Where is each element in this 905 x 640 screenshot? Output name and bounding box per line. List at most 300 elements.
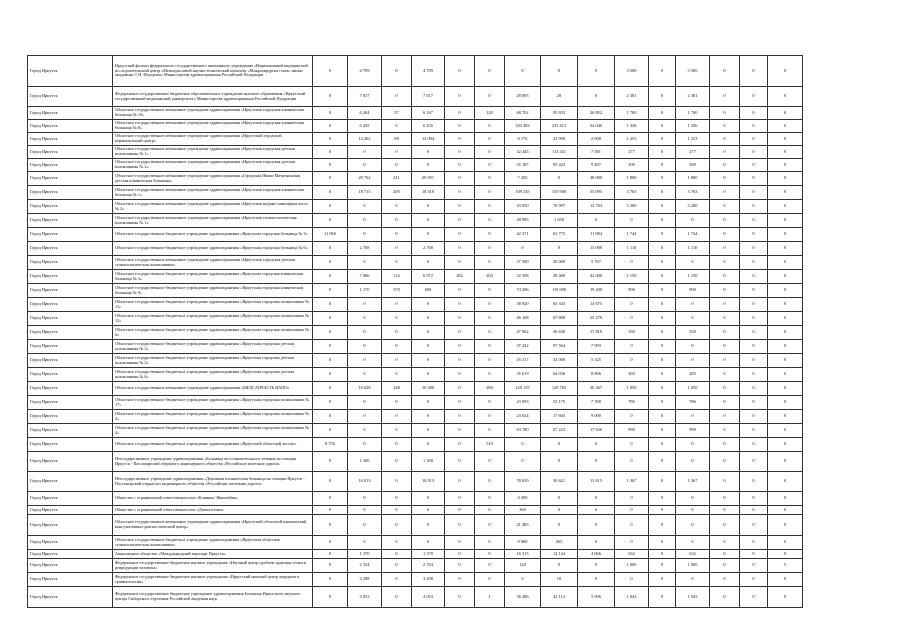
value-cell: 0 xyxy=(445,159,475,172)
value-cell: 0 xyxy=(475,242,505,256)
value-cell: 0 xyxy=(313,536,348,550)
value-cell: 0 xyxy=(445,382,475,396)
value-cell: 0 xyxy=(578,452,615,472)
value-cell: 10 xyxy=(541,573,578,587)
value-cell: 1 xyxy=(475,587,505,608)
value-cell: 0 xyxy=(412,492,445,506)
value-cell: 0 xyxy=(313,120,348,133)
value-cell: 265 xyxy=(676,368,710,382)
value-cell: 0 xyxy=(412,228,445,242)
value-cell: 0 xyxy=(475,326,505,340)
table-row xyxy=(28,270,803,284)
organization-cell: Областное государственное автономное учреждение здравоохранения «Иркутский городской перинатальный центр» xyxy=(113,133,313,146)
value-cell: 0 xyxy=(768,410,803,424)
value-cell: 0 xyxy=(649,56,676,87)
value-cell: 0 xyxy=(740,382,768,396)
value-cell: 67 800 xyxy=(541,312,578,326)
value-cell: 0 xyxy=(412,536,445,550)
value-cell: 54 040 xyxy=(578,120,615,133)
value-cell: 1 300 xyxy=(348,452,382,472)
value-cell: 37 500 xyxy=(505,256,541,270)
value-cell: 0 xyxy=(445,506,475,515)
value-cell: 0 xyxy=(475,172,505,186)
value-cell: 360 xyxy=(505,506,541,515)
value-cell: 0 xyxy=(313,186,348,200)
organization-cell: Федеральное государственное бюджетное научное учреждение «Научный центр проблем здоровья семьи и репродукции человека» xyxy=(113,559,313,573)
value-cell: 0 xyxy=(615,506,649,515)
value-cell: 0 xyxy=(740,492,768,506)
value-cell: 0 xyxy=(445,559,475,573)
value-cell: 0 xyxy=(649,410,676,424)
value-cell: 0 xyxy=(348,200,382,214)
value-cell: 10 013 xyxy=(412,472,445,492)
value-cell: 0 xyxy=(505,438,541,452)
value-cell: 0 xyxy=(313,298,348,312)
value-cell: 0 xyxy=(649,172,676,186)
value-cell: 0 xyxy=(348,368,382,382)
table-row xyxy=(28,256,803,270)
value-cell: 0 xyxy=(710,270,740,284)
value-cell: 2 768 xyxy=(412,242,445,256)
value-cell: 350 xyxy=(615,326,649,340)
value-cell: 0 xyxy=(649,472,676,492)
organization-cell: Федеральное государственное бюджетное учреждение здравоохранения Больница Иркутского научного центра Сибирского отделения Российской академии наук xyxy=(113,587,313,608)
value-cell: 0 xyxy=(740,368,768,382)
value-cell: 0 xyxy=(445,368,475,382)
value-cell: 0 xyxy=(445,326,475,340)
table-row xyxy=(28,312,803,326)
value-cell: 36 386 xyxy=(505,587,541,608)
value-cell: 0 xyxy=(475,312,505,326)
value-cell: 0 xyxy=(313,326,348,340)
municipality-cell: Город Иркутск xyxy=(28,587,113,608)
value-cell: 5 xyxy=(768,559,803,573)
value-cell: 113 431 xyxy=(541,146,578,159)
value-cell: 0 xyxy=(768,120,803,133)
value-cell: 0 xyxy=(475,573,505,587)
value-cell: 0 xyxy=(445,146,475,159)
value-cell: 0 xyxy=(313,214,348,228)
value-cell: 6 972 xyxy=(412,270,445,284)
table-row xyxy=(28,146,803,159)
value-cell: 42 113 xyxy=(541,587,578,608)
value-cell: 0 xyxy=(382,242,412,256)
value-cell: 0 xyxy=(313,87,348,107)
value-cell: 0 xyxy=(676,298,710,312)
value-cell: 0 xyxy=(710,326,740,340)
value-cell: 0 xyxy=(768,56,803,87)
value-cell: 500 xyxy=(615,159,649,172)
value-cell: 29 762 xyxy=(348,172,382,186)
value-cell: 0 xyxy=(475,228,505,242)
value-cell: 0 xyxy=(475,410,505,424)
data-table xyxy=(27,55,803,608)
value-cell: 0 xyxy=(676,340,710,354)
value-cell: 0 xyxy=(615,354,649,368)
value-cell: 1 800 xyxy=(615,172,649,186)
value-cell: 0 xyxy=(313,270,348,284)
value-cell: 0 xyxy=(710,536,740,550)
value-cell: 2 768 xyxy=(348,242,382,256)
value-cell: 0 xyxy=(541,559,578,573)
value-cell: 0 xyxy=(649,270,676,284)
value-cell: 0 xyxy=(710,559,740,573)
value-cell: 0 xyxy=(710,146,740,159)
value-cell: 3 500 xyxy=(615,56,649,87)
table-row xyxy=(28,368,803,382)
organization-cell: Федеральное государственное бюджетное научное учреждение «Иркутский научный центр хирургии и травматологии» xyxy=(113,573,313,587)
value-cell: 0 xyxy=(768,573,803,587)
value-cell: 265 xyxy=(615,368,649,382)
value-cell: 0 xyxy=(412,410,445,424)
value-cell: 0 xyxy=(615,438,649,452)
value-cell: 0 xyxy=(740,536,768,550)
value-cell: 3 763 xyxy=(615,186,649,200)
value-cell: 0 xyxy=(445,472,475,492)
value-cell: 0 xyxy=(768,438,803,452)
table-row xyxy=(28,298,803,312)
value-cell: 0 xyxy=(445,200,475,214)
value-cell: 17 603 xyxy=(541,410,578,424)
value-cell: 0 xyxy=(412,214,445,228)
municipality-cell: Город Иркутск xyxy=(28,200,113,214)
value-cell: 0 xyxy=(313,56,348,87)
value-cell: 248 xyxy=(382,382,412,396)
value-cell: 0 xyxy=(740,354,768,368)
value-cell: 0 xyxy=(412,256,445,270)
value-cell: 0 xyxy=(578,87,615,107)
value-cell: 1 650 xyxy=(541,214,578,228)
value-cell: 0 xyxy=(313,424,348,438)
value-cell: 632 xyxy=(676,550,710,559)
value-cell: 0 xyxy=(475,506,505,515)
value-cell: 0 xyxy=(475,284,505,298)
table-row xyxy=(28,87,803,107)
value-cell: 0 xyxy=(348,340,382,354)
value-cell: 0 xyxy=(676,573,710,587)
value-cell: 0 xyxy=(768,340,803,354)
value-cell: 0 xyxy=(578,536,615,550)
value-cell: 0 xyxy=(313,256,348,270)
value-cell: 2 381 xyxy=(615,87,649,107)
value-cell: 0 xyxy=(541,242,578,256)
value-cell: 0 xyxy=(313,472,348,492)
organization-cell: Общество с ограниченной ответственностью «Клиника Эйнштейна» xyxy=(113,492,313,506)
value-cell: 0 xyxy=(710,56,740,87)
value-cell: 0 xyxy=(348,438,382,452)
value-cell: 8 176 xyxy=(505,133,541,146)
value-cell: 0 xyxy=(740,87,768,107)
value-cell: 0 xyxy=(649,452,676,472)
value-cell: 46 168 xyxy=(505,312,541,326)
value-cell: 277 xyxy=(676,146,710,159)
value-cell: 23 900 xyxy=(541,133,578,146)
value-cell: 0 xyxy=(313,587,348,608)
value-cell: 570 xyxy=(382,284,412,298)
table-row xyxy=(28,200,803,214)
value-cell: 0 xyxy=(382,424,412,438)
value-cell: 0 xyxy=(710,242,740,256)
value-cell: 11 060 xyxy=(313,228,348,242)
value-cell: 0 xyxy=(382,200,412,214)
table-row xyxy=(28,214,803,228)
value-cell: 0 xyxy=(313,354,348,368)
value-cell: 3 298 xyxy=(412,573,445,587)
value-cell: 203 xyxy=(475,270,505,284)
value-cell: 0 xyxy=(768,256,803,270)
value-cell: 0 xyxy=(649,587,676,608)
value-cell: 0 xyxy=(382,515,412,536)
value-cell: 0 xyxy=(348,354,382,368)
organization-cell: Областное государственное автономное учреждение здравоохранения «МЕДСАНЧАСТЬ ИАПО» xyxy=(113,382,313,396)
value-cell: 53 175 xyxy=(541,396,578,410)
organization-cell: Областное государственное бюджетное учреждение здравоохранения «Иркутская городская детская поликлиника № 3» xyxy=(113,340,313,354)
value-cell: 0 xyxy=(740,515,768,536)
value-cell: 0 xyxy=(348,492,382,506)
value-cell: 47 962 xyxy=(505,326,541,340)
value-cell: 0 xyxy=(740,559,768,573)
municipality-cell: Город Иркутск xyxy=(28,146,113,159)
value-cell: 0 xyxy=(768,506,803,515)
value-cell: 18 510 xyxy=(412,186,445,200)
value-cell: 0 xyxy=(768,107,803,120)
value-cell: 0 xyxy=(768,472,803,492)
value-cell: 990 xyxy=(676,424,710,438)
value-cell: 0 xyxy=(578,492,615,506)
value-cell: 38 000 xyxy=(578,172,615,186)
value-cell: 0 xyxy=(348,326,382,340)
municipality-cell: Город Иркутск xyxy=(28,573,113,587)
value-cell: 0 xyxy=(649,536,676,550)
value-cell: 13 000 xyxy=(578,242,615,256)
value-cell: 65 343 xyxy=(541,298,578,312)
value-cell: 8 806 xyxy=(578,368,615,382)
value-cell: 0 xyxy=(740,573,768,587)
value-cell: 0 xyxy=(768,172,803,186)
value-cell: 0 xyxy=(768,354,803,368)
table-row xyxy=(28,186,803,200)
document-page xyxy=(27,55,802,608)
value-cell: 1 253 xyxy=(615,133,649,146)
value-cell: 1 150 xyxy=(615,270,649,284)
value-cell: 0 xyxy=(676,410,710,424)
value-cell: 17 819 xyxy=(578,326,615,340)
value-cell: 10 628 xyxy=(348,382,382,396)
value-cell: 0 xyxy=(740,472,768,492)
value-cell: 20 000 xyxy=(541,256,578,270)
table-row xyxy=(28,120,803,133)
value-cell: 4 066 xyxy=(578,550,615,559)
municipality-cell: Город Иркутск xyxy=(28,228,113,242)
municipality-cell: Город Иркутск xyxy=(28,396,113,410)
value-cell: 23 024 xyxy=(505,410,541,424)
value-cell: 0 xyxy=(382,214,412,228)
value-cell: 0 xyxy=(445,284,475,298)
value-cell: 0 xyxy=(710,472,740,492)
value-cell: 0 xyxy=(541,515,578,536)
value-cell: 0 xyxy=(382,410,412,424)
value-cell: 0 xyxy=(313,340,348,354)
value-cell: 632 xyxy=(615,550,649,559)
value-cell: 0 xyxy=(676,354,710,368)
value-cell: 0 xyxy=(649,256,676,270)
table-row xyxy=(28,573,803,587)
value-cell: 0 xyxy=(710,368,740,382)
value-cell: 0 xyxy=(649,559,676,573)
value-cell: 0 xyxy=(382,492,412,506)
municipality-cell: Город Иркутск xyxy=(28,326,113,340)
value-cell: 2 600 xyxy=(578,133,615,146)
value-cell: 0 xyxy=(475,186,505,200)
value-cell: 3 500 xyxy=(676,56,710,87)
value-cell: 0 xyxy=(412,146,445,159)
organization-cell: Областное государственное автономное учреждение здравоохранения «Иркутская городская детская поликлиника № 1» xyxy=(113,146,313,159)
value-cell: 990 xyxy=(615,424,649,438)
municipality-cell: Город Иркутск xyxy=(28,354,113,368)
value-cell: 0 xyxy=(649,312,676,326)
value-cell: 0 xyxy=(412,340,445,354)
table-row xyxy=(28,172,803,186)
municipality-cell: Город Иркутск xyxy=(28,186,113,200)
value-cell: 510 xyxy=(475,438,505,452)
value-cell: 280 xyxy=(475,382,505,396)
value-cell: 0 xyxy=(649,228,676,242)
municipality-cell: Город Иркутск xyxy=(28,492,113,506)
value-cell: 0 xyxy=(475,298,505,312)
value-cell: 0 xyxy=(676,515,710,536)
value-cell: 120 xyxy=(475,107,505,120)
value-cell: 0 xyxy=(676,506,710,515)
table-row xyxy=(28,550,803,559)
value-cell: 0 xyxy=(615,536,649,550)
value-cell: 0 xyxy=(382,298,412,312)
value-cell: 0 xyxy=(710,284,740,298)
value-cell: 0 xyxy=(475,120,505,133)
value-cell: 0 xyxy=(649,214,676,228)
value-cell: 0 xyxy=(382,312,412,326)
value-cell: 95 653 xyxy=(541,107,578,120)
value-cell: 21 483 xyxy=(505,515,541,536)
value-cell: 0 xyxy=(649,354,676,368)
municipality-cell: Город Иркутск xyxy=(28,515,113,536)
table-row xyxy=(28,228,803,242)
municipality-cell: Город Иркутск xyxy=(28,424,113,438)
value-cell: 0 xyxy=(382,120,412,133)
municipality-cell: Город Иркутск xyxy=(28,56,113,87)
municipality-cell: Город Иркутск xyxy=(28,284,113,298)
table-row xyxy=(28,506,803,515)
value-cell: 1 110 xyxy=(615,242,649,256)
organization-cell: Иркутский филиал федерального государственного автономного учреждения «Национальный медицинский исследовательский центр «Межотраслевой научно-технический комплекс «Микрохирургия глаза» имени академика С.Н. Федорова» Министерства здравоохранения Российской Федерации xyxy=(113,56,313,87)
value-cell: 0 xyxy=(740,312,768,326)
value-cell: 0 xyxy=(710,354,740,368)
value-cell: 0 xyxy=(768,228,803,242)
organization-cell: Областное государственное бюджетное учреждение здравоохранения «Иркутская городская поликлиника № 17» xyxy=(113,396,313,410)
value-cell: 0 xyxy=(505,452,541,472)
value-cell: 0 xyxy=(475,340,505,354)
value-cell: 0 xyxy=(348,312,382,326)
value-cell: 0 xyxy=(615,298,649,312)
value-cell: 900 xyxy=(676,284,710,298)
value-cell: 0 xyxy=(676,256,710,270)
value-cell: 114 xyxy=(382,270,412,284)
value-cell: 2 354 xyxy=(348,559,382,573)
value-cell: 0 xyxy=(475,133,505,146)
value-cell: 0 xyxy=(768,326,803,340)
value-cell: 120 765 xyxy=(541,382,578,396)
value-cell: 4 053 xyxy=(412,587,445,608)
value-cell: 1 110 xyxy=(676,242,710,256)
organization-cell: Областное государственное бюджетное учреждение здравоохранения «Иркутская городская поликлиника № 11» xyxy=(113,298,313,312)
value-cell: 0 xyxy=(710,550,740,559)
value-cell: 0 xyxy=(649,87,676,107)
value-cell: 9 900 xyxy=(505,536,541,550)
value-cell: 0 xyxy=(649,573,676,587)
table-row xyxy=(28,107,803,120)
value-cell: 0 xyxy=(649,146,676,159)
value-cell: 0 xyxy=(740,550,768,559)
value-cell: 0 xyxy=(313,492,348,506)
value-cell: 13 615 xyxy=(578,472,615,492)
value-cell: 0 xyxy=(412,515,445,536)
value-cell: 3 200 xyxy=(615,200,649,214)
value-cell: 0 xyxy=(768,133,803,146)
value-cell: 0 xyxy=(710,200,740,214)
organization-cell: Областное государственное бюджетное учреждение здравоохранения «Иркутская городская поликлиника № 2» xyxy=(113,410,313,424)
value-cell: 7 250 xyxy=(505,172,541,186)
municipality-cell: Город Иркутск xyxy=(28,133,113,146)
value-cell: 0 xyxy=(348,424,382,438)
value-cell: 30 367 xyxy=(578,382,615,396)
value-cell: 0 xyxy=(578,559,615,573)
value-cell: 0 xyxy=(541,56,578,87)
value-cell: 0 xyxy=(475,396,505,410)
value-cell: 38 920 xyxy=(505,298,541,312)
value-cell: 0 xyxy=(740,270,768,284)
value-cell: 14 202 xyxy=(348,133,382,146)
value-cell: 29 051 xyxy=(412,172,445,186)
value-cell: 0 xyxy=(382,587,412,608)
value-cell: 87 223 xyxy=(541,424,578,438)
value-cell: 0 xyxy=(313,200,348,214)
value-cell: 14 675 xyxy=(578,298,615,312)
value-cell: 0 xyxy=(475,56,505,87)
organization-cell: Областное государственное бюджетное учреждение здравоохранения «Иркутская городская больница № 3» xyxy=(113,228,313,242)
value-cell: 0 xyxy=(313,368,348,382)
value-cell: 235 413 xyxy=(541,120,578,133)
value-cell: 0 xyxy=(382,396,412,410)
value-cell: 0 xyxy=(313,146,348,159)
value-cell: 0 xyxy=(710,573,740,587)
value-cell: 0 xyxy=(768,536,803,550)
value-cell: 23 993 xyxy=(505,396,541,410)
value-cell: 0 xyxy=(649,424,676,438)
value-cell: 0 xyxy=(649,242,676,256)
value-cell: 0 xyxy=(578,506,615,515)
municipality-cell: Город Иркутск xyxy=(28,340,113,354)
organization-cell: Областное государственное бюджетное учреждение здравоохранения «Иркутская городская поликлиника № 15» xyxy=(113,312,313,326)
value-cell: 0 xyxy=(445,354,475,368)
value-cell: 0 xyxy=(615,214,649,228)
municipality-cell: Город Иркутск xyxy=(28,256,113,270)
value-cell: 0 xyxy=(445,515,475,536)
value-cell: 900 xyxy=(615,284,649,298)
value-cell: 0 xyxy=(615,515,649,536)
organization-cell: Областное государственное автономное учреждение здравоохранения «Городская Ивано-Матренинская детская клиническая больница» xyxy=(113,172,313,186)
value-cell: 0 xyxy=(710,492,740,506)
organization-cell: Областное государственное автономное учреждение здравоохранения «Иркутская городская детская поликлиника № 2» xyxy=(113,159,313,172)
value-cell: 0 xyxy=(313,410,348,424)
